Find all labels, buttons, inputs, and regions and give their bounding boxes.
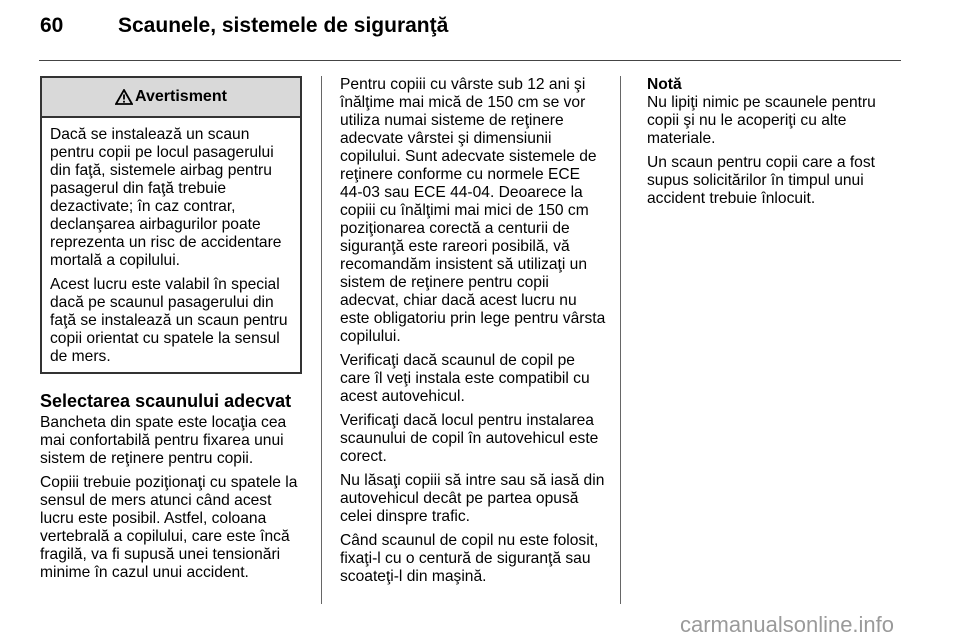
- warning-paragraph: Acest lucru este valabil în special dacă pe scaunul pasagerului din faţă se instalează un scaun pentru copii orientat cu spatele la sensul de mers.: [50, 276, 288, 365]
- note-paragraph: Nu lipiţi nimic pe scaunele pentru copii şi nu le acoperiţi cu alte materiale.: [647, 94, 876, 147]
- note-paragraph: Un scaun pentru copii care a fost supus solicitărilor în timpul unui accident trebuie înlocuit.: [647, 154, 875, 207]
- column-middle: [340, 76, 606, 592]
- warning-body: [42, 118, 300, 372]
- body-paragraph: Nu lăsaţi copiii să intre sau să iasă din autovehicul decât pe partea opusă celei dinspre trafic.: [340, 472, 605, 525]
- watermark: carmanualsonline.info: [680, 612, 895, 637]
- column-left: [40, 76, 302, 588]
- warning-triangle-icon: [115, 89, 133, 105]
- section-paragraph: Bancheta din spate este locaţia cea mai confortabilă pentru fixarea unui sistem de reţinere pentru copii.: [40, 414, 287, 467]
- body-paragraph: Verificaţi dacă scaunul de copil pe care îl veţi instala este compatibil cu acest autovehicul.: [340, 352, 590, 405]
- section-paragraph: Copiii trebuie poziţionaţi cu spatele la sensul de mers atunci când acest lucru este posibil. Astfel, coloana vertebrală a copilului, care este încă fragilă, va fi supusă unei tensionări minime în cazul unui accident.: [40, 474, 298, 581]
- column-right: [647, 76, 902, 214]
- warning-title: Avertisment: [135, 88, 227, 105]
- note-title: Notă: [647, 76, 682, 93]
- body-paragraph: Pentru copiii cu vârste sub 12 ani şi înălţime mai mică de 150 cm se vor utiliza numai sisteme de reţinere adecvate vârstei şi dimensiunii copilului. Sunt adecvate sistemele de reţinere conforme cu normele ECE 44-03 sau ECE 44-04. Deoarece la copiii cu înălţimi mai mici de 150 cm poziţionarea corectă a centurii de siguranţă este rareori posibilă, vă recomandăm insistent să utilizaţi un sistem de reţinere pentru copii adecvat, chiar dacă acest lucru nu este obligatoriu prin lege pentru vârsta copilului.: [340, 76, 606, 345]
- body-paragraph: Când scaunul de copil nu este folosit, fixaţi-l cu o centură de siguranţă sau scoateţi-l din maşină.: [340, 532, 599, 585]
- warning-paragraph: Dacă se instalează un scaun pentru copii pe locul pasagerului din faţă, sistemele airbag pentru pasagerul din faţă trebuie dezactivate; în caz contrar, declanşarea airbagurilor poate reprezenta un risc de accidentare mortală a copilului.: [50, 126, 282, 269]
- section-heading: Selectarea scaunului adecvat: [40, 391, 292, 411]
- body-paragraph: Verificaţi dacă locul pentru instalarea scaunului de copil în autovehicul este corect.: [340, 412, 599, 465]
- page-title: Scaunele, sistemele de siguranţă: [118, 14, 449, 37]
- header-divider: [39, 60, 901, 61]
- warning-header: [42, 78, 300, 118]
- column-divider-2: [620, 76, 621, 604]
- page-number: 60: [40, 14, 64, 37]
- warning-box: [40, 76, 302, 374]
- column-divider-1: [321, 76, 322, 604]
